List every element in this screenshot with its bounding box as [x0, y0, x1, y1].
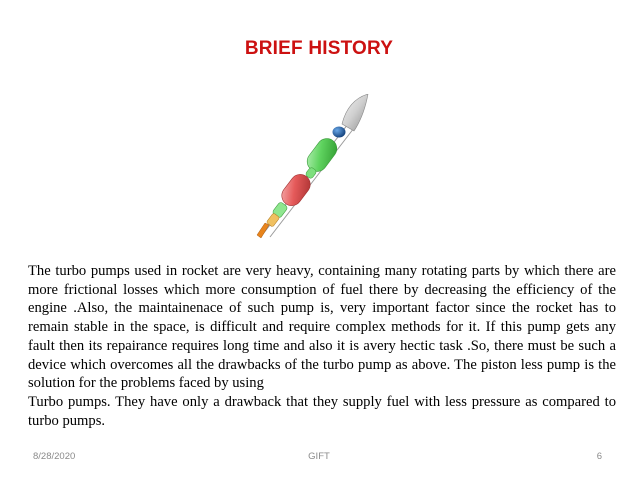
body-paragraph: The turbo pumps used in rocket are very heavy, containing many rotating parts by which there are more frictional losses which more consumption of fuel there by decreasing the efficiency of the engine .Also, the maintainenace of such pump is, very important factor since the rocket has to remain stable in the space, is difficult and require complex methods for it. If this pump gets any fault then its repairance requires long time and also it is avery hectic task .So, there must be such a device which overcomes all the drawbacks of the turbo pump as above. The piston less pump is the solution for the problems faced by using: [28, 263, 616, 392]
nozzle: [257, 223, 269, 238]
rocket-diagram-icon: [250, 94, 380, 244]
page-number: 6: [596, 451, 602, 462]
pressurant-sphere: [333, 127, 346, 138]
rocket-illustration: [250, 94, 380, 244]
body-paragraph: Turbo pumps. They have only a drawback that they supply fuel with less pressure as compared to turbo pumps.: [28, 393, 616, 429]
frame-rail: [270, 128, 354, 237]
body-text: [28, 262, 616, 430]
nose-cone: [342, 94, 368, 131]
footer-center-text: GIFT: [308, 451, 330, 462]
footer-date: 8/28/2020: [33, 451, 76, 462]
slide-title: BRIEF HISTORY: [244, 38, 394, 59]
